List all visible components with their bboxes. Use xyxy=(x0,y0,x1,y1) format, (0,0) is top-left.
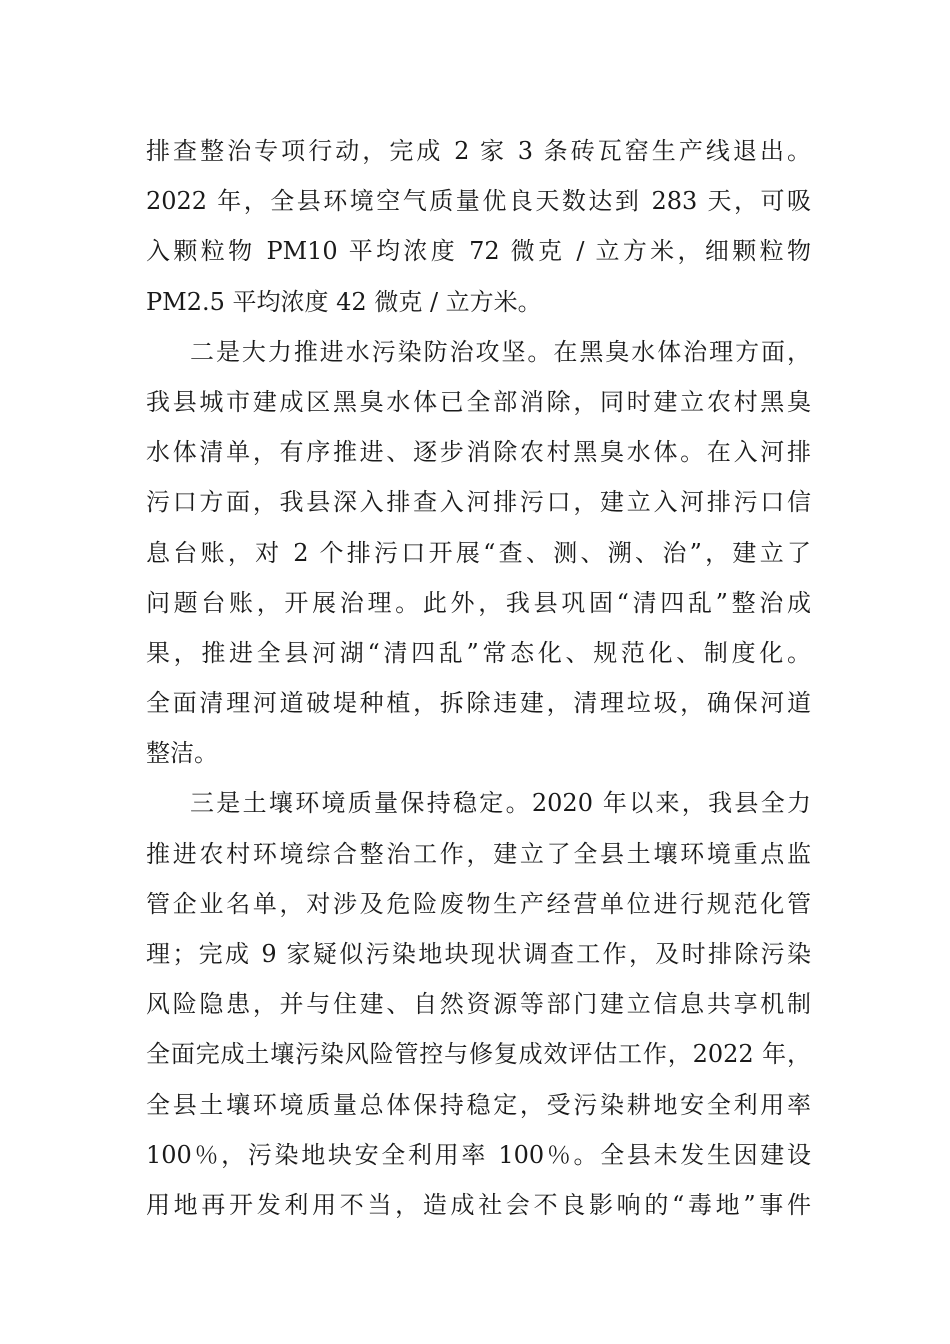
text-line: 全面清理河道破堤种植，拆除违建，清理垃圾，确保河道 xyxy=(146,689,811,718)
text-line: 入颗粒物 PM10 平均浓度 72 微克 / 立方米，细颗粒物 xyxy=(146,237,811,266)
text-line: 排查整治专项行动，完成 2 家 3 条砖瓦窑生产线退出。 xyxy=(146,137,811,165)
text-line: 全县土壤环境质量总体保持稳定，受污染耕地安全利用率 xyxy=(146,1090,811,1119)
text-line: 水体清单，有序推进、逐步消除农村黑臭水体。在入河排 xyxy=(146,438,811,467)
text-line: 二是大力推进水污染防治攻坚。在黑臭水体治理方面， xyxy=(190,337,811,366)
text-line: 用地再开发利用不当，造成社会不良影响的“毒地”事件 xyxy=(146,1190,811,1219)
text-line: 三是土壤环境质量保持稳定。2020 年以来，我县全力 xyxy=(190,789,811,818)
text-line: 我县城市建成区黑臭水体已全部消除，同时建立农村黑臭 xyxy=(146,387,811,416)
body-text xyxy=(146,126,811,1230)
text-line: 2022 年，全县环境空气质量优良天数达到 283 天，可吸 xyxy=(146,187,811,216)
text-line: 理；完成 9 家疑似污染地块现状调查工作，及时排除污染 xyxy=(146,940,811,968)
text-line: 100％，污染地块安全利用率 100％。全县未发生因建设 xyxy=(146,1140,811,1169)
text-line: 问题台账，开展治理。此外，我县巩固“清四乱”整治成 xyxy=(146,588,811,617)
text-line: 污口方面，我县深入排查入河排污口，建立入河排污口信 xyxy=(146,488,811,517)
text-line: 果，推进全县河湖“清四乱”常态化、规范化、制度化。 xyxy=(146,638,811,667)
text-line: 整洁。 xyxy=(146,739,218,768)
text-line: PM2.5 平均浓度 42 微克 / 立方米。 xyxy=(146,287,542,316)
text-line: 风险隐患，并与住建、自然资源等部门建立信息共享机制 xyxy=(146,990,811,1019)
text-line: 推进农村环境综合整治工作，建立了全县土壤环境重点监 xyxy=(146,839,811,868)
text-line: 全面完成土壤污染风险管控与修复成效评估工作，2022 年， xyxy=(146,1040,811,1069)
text-line: 息台账，对 2 个排污口开展“查、测、溯、治”，建立了 xyxy=(146,538,811,567)
text-line: 管企业名单，对涉及危险废物生产经营单位进行规范化管 xyxy=(146,889,811,918)
